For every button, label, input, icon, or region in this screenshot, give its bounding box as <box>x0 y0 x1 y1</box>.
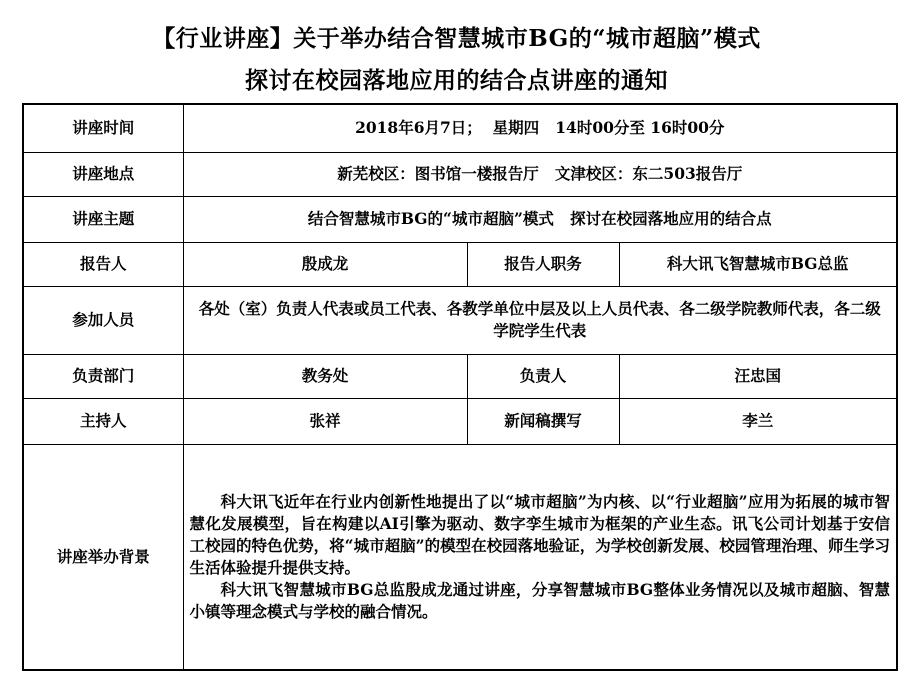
location-value: 新芜校区：图书馆一楼报告厅 文津校区：东二503报告厅 <box>183 152 897 196</box>
time-label: 讲座时间 <box>23 104 183 152</box>
topic-label: 讲座主题 <box>23 196 183 242</box>
speaker-title-value: 科大讯飞智慧城市BG总监 <box>619 242 897 286</box>
lecture-info-table <box>22 103 898 671</box>
news-writer-label: 新闻稿撰写 <box>467 398 619 444</box>
responsible-person-label: 负责人 <box>467 354 619 398</box>
speaker-title-label: 报告人职务 <box>467 242 619 286</box>
speaker-value: 殷成龙 <box>183 242 467 286</box>
topic-value: 结合智慧城市BG的“城市超脑”模式 探讨在校园落地应用的结合点 <box>183 196 897 242</box>
speaker-label: 报告人 <box>23 242 183 286</box>
location-label: 讲座地点 <box>23 152 183 196</box>
row-attendees <box>23 286 897 354</box>
background-paragraph-2: 科大讯飞智慧城市BG总监殷成龙通过讲座，分享智慧城市BG整体业务情况以及城市超脑、智慧小镇等理念模式与学校的融合情况。 <box>189 579 890 621</box>
department-value: 教务处 <box>183 354 467 398</box>
row-location <box>23 152 897 196</box>
row-background <box>23 444 897 670</box>
news-writer-value: 李兰 <box>619 398 897 444</box>
row-time <box>23 104 897 152</box>
row-host <box>23 398 897 444</box>
responsible-person-value: 汪忠国 <box>619 354 897 398</box>
row-speaker <box>23 242 897 286</box>
background-label: 讲座举办背景 <box>23 444 183 670</box>
time-value: 2018年6月7日； 星期四 14时00分至 16时00分 <box>183 104 897 152</box>
host-label: 主持人 <box>23 398 183 444</box>
department-label: 负责部门 <box>23 354 183 398</box>
notice-title-line2: 探讨在校园落地应用的结合点讲座的通知 <box>245 67 668 94</box>
row-topic <box>23 196 897 242</box>
row-department <box>23 354 897 398</box>
attendees-label: 参加人员 <box>23 286 183 354</box>
notice-title-line1: 【行业讲座】关于举办结合智慧城市BG的“城市超脑”模式 <box>152 25 761 52</box>
background-content <box>183 444 897 670</box>
host-value: 张祥 <box>183 398 467 444</box>
background-paragraph-1: 科大讯飞近年在行业内创新性地提出了以“城市超脑”为内核、以“行业超脑”应用为拓展的城市智慧化发展模型，旨在构建以AI引擎为驱动、数字孪生城市为框架的产业生态。讯飞公司计划基于安信工校园的特色优势，将“城市超脑”的模型在校园落地验证，为学校创新发展、校园管理治理、师生学习生活体验提升提供支持。 <box>189 491 890 577</box>
attendees-value: 各处（室）负责人代表或员工代表、各教学单位中层及以上人员代表、各二级学院教师代表，各二级学院学生代表 <box>183 286 897 354</box>
